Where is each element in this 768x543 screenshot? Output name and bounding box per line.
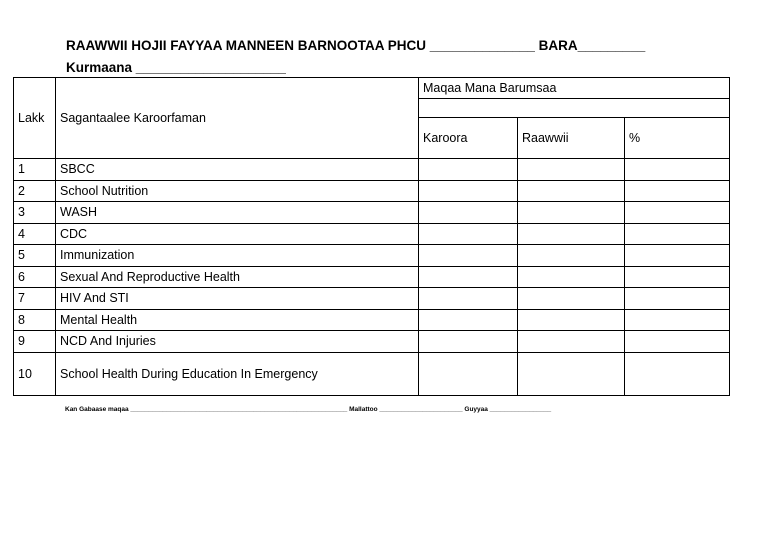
row-activity: Immunization — [56, 245, 419, 267]
performance-cell — [518, 309, 625, 331]
performance-cell — [518, 331, 625, 353]
report-table — [13, 77, 730, 396]
table-row — [14, 352, 730, 395]
header-school-name: Maqaa Mana Barumsaa — [419, 78, 730, 99]
report-title: RAAWWII HOJII FAYYAA MANNEEN BARNOOTAA PHCU ______________ BARA_________ — [66, 38, 646, 53]
plan-cell — [419, 180, 518, 202]
percent-cell — [625, 331, 730, 353]
plan-cell — [419, 352, 518, 395]
row-activity: Sexual And Reproductive Health — [56, 266, 419, 288]
row-activity: Mental Health — [56, 309, 419, 331]
table-row — [14, 180, 730, 202]
percent-cell — [625, 352, 730, 395]
row-number: 1 — [14, 159, 56, 181]
row-number: 5 — [14, 245, 56, 267]
header-activity: Sagantaalee Karoorfaman — [56, 78, 419, 159]
percent-cell — [625, 245, 730, 267]
row-activity: WASH — [56, 202, 419, 224]
header-performance: Raawwii — [518, 118, 625, 159]
performance-cell — [518, 352, 625, 395]
plan-cell — [419, 223, 518, 245]
table-row — [14, 309, 730, 331]
row-activity: CDC — [56, 223, 419, 245]
percent-cell — [625, 223, 730, 245]
table-row — [14, 331, 730, 353]
table-row — [14, 159, 730, 181]
table-row — [14, 245, 730, 267]
plan-cell — [419, 309, 518, 331]
percent-cell — [625, 202, 730, 224]
plan-cell — [419, 245, 518, 267]
row-number: 10 — [14, 352, 56, 395]
performance-cell — [518, 223, 625, 245]
table-row — [14, 288, 730, 310]
row-number: 4 — [14, 223, 56, 245]
performance-cell — [518, 288, 625, 310]
row-number: 7 — [14, 288, 56, 310]
row-number: 9 — [14, 331, 56, 353]
percent-cell — [625, 309, 730, 331]
table-row — [14, 202, 730, 224]
performance-cell — [518, 245, 625, 267]
signature-footer: Kan Gabaase maqaa ____________________________________________________________ Mallattoo _______________________ Guyyaa _________________ — [65, 406, 552, 413]
plan-cell — [419, 331, 518, 353]
row-activity: HIV And STI — [56, 288, 419, 310]
table-row — [14, 266, 730, 288]
row-number: 3 — [14, 202, 56, 224]
plan-cell — [419, 202, 518, 224]
row-activity: School Health During Education In Emergency — [56, 352, 419, 395]
header-lakk: Lakk — [14, 78, 56, 159]
row-number: 8 — [14, 309, 56, 331]
row-activity: SBCC — [56, 159, 419, 181]
percent-cell — [625, 159, 730, 181]
percent-cell — [625, 180, 730, 202]
table-row — [14, 223, 730, 245]
percent-cell — [625, 288, 730, 310]
header-percent: % — [625, 118, 730, 159]
plan-cell — [419, 288, 518, 310]
row-activity: School Nutrition — [56, 180, 419, 202]
row-number: 6 — [14, 266, 56, 288]
report-subtitle-kurmaana: Kurmaana ____________________ — [66, 60, 286, 75]
header-plan: Karoora — [419, 118, 518, 159]
row-number: 2 — [14, 180, 56, 202]
row-activity: NCD And Injuries — [56, 331, 419, 353]
plan-cell — [419, 266, 518, 288]
plan-cell — [419, 159, 518, 181]
performance-cell — [518, 266, 625, 288]
performance-cell — [518, 180, 625, 202]
performance-cell — [518, 159, 625, 181]
school-name-blank — [419, 99, 730, 118]
percent-cell — [625, 266, 730, 288]
performance-cell — [518, 202, 625, 224]
